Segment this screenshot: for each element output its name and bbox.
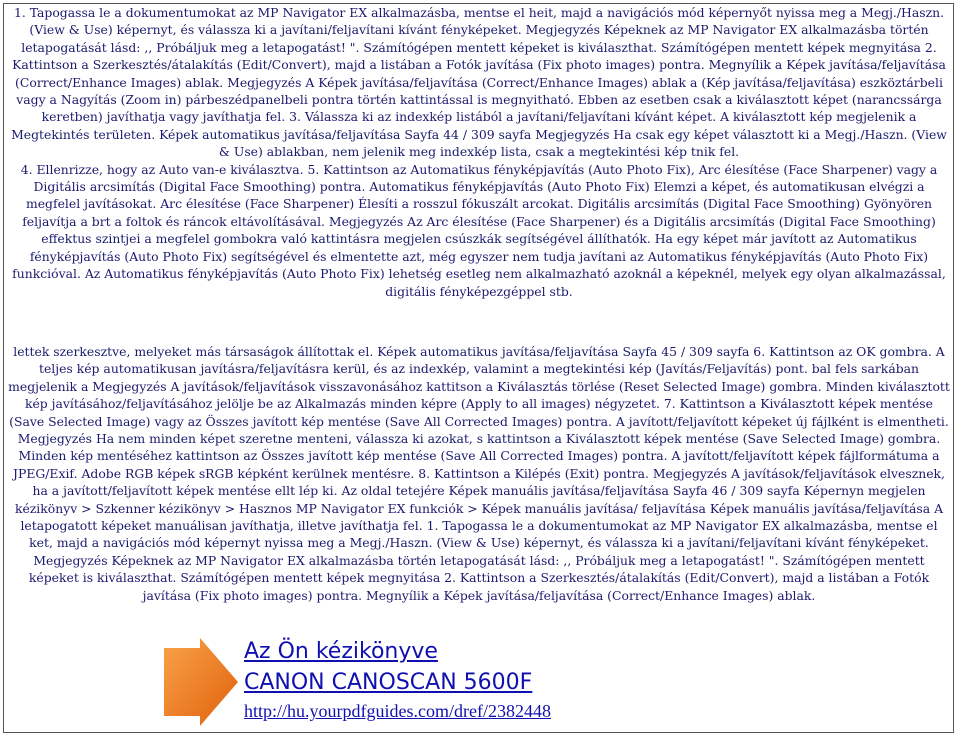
paragraph: 4. Ellenrizze, hogy az Auto van-e kiválasztva. 5. Kattintson az Automatikus fényképjavítás (Auto Photo Fix), Arc élesítése (Face Sharpener) vagy a Digitális arcsimítás (Digital Face Smoothing) pontra. Automatikus fényképjavítás (Auto Photo Fix) Elemzi a képet, és automatikusan elvégzi a megfelel javításokat. Arc élesítése (Face Sharpener) Élesíti a rosszul fókuszált arcokat. Digitális arcsimítás (Digital Face Smoothing) Gyönyören feljavítja a brt a foltok és ráncok eltávolításával. Megjegyzés Az Arc élesítése (Face Sharpener) és a Digitális arcsimítás (Digital Face Smoothing) effektus szintjei a megfelel gombokra való kattintásra megjelen csúszkák segítségével állíthatók. Ha egy képet már javított az Automatikus fényképjavítás (Auto Photo Fix) segítségével és elmentette azt, még egyszer nem tudja javítani az Automatikus fényképjavítás (Auto Photo Fix) funkcióval. Az Automatikus fényképjavítás (Auto Photo Fix) lehetség esetleg nem alkalmazható azoknál a képeknél, melyek egy olyan alkalmazással, digitális fényképezgéppel stb. [12,161,946,299]
paragraph: lettek szerkesztve, melyeket más társaságok állítottak el. Képek automatikus javítása/feljavítása Sayfa 45 / 309 sayfa 6. Kattintson az OK gombra. A teljes kép automatikusan javításra/feljavításra kerül, és az indexkép, valamint a megtekintési kép (Javítás/Feljavítás) pont. bal fels sarkában megjelenik a Megjegyzés A javítások/feljavítások visszavonásához kattitson a Kiválasztás törlése (Reset Selected Image) gombra. Minden kiválasztott kép javításához/feljavításához jelölje be az Alkalmazás minden képre (Apply to all images) négyzetet. 7. Kattintson a Kiválasztott képek mentése (Save Selected Image) vagy az Összes javított kép mentése (Save All Corrected Images) pontra. A javított/feljavított képeket új fájlként is elmentheti. Megjegyzés Ha nem minden képet szeretne menteni, válassza ki azokat, s kattintson a Kiválasztott képek mentése (Save Selected Image) gombra. Minden kép mentéséhez kattintson az Összes javított kép mentése (Save All Corrected Images) pontra. A javított/feljavított képek fájlformátuma a JPEG/Exif. Adobe RGB képek sRGB képként kerülnek mentésre. 8. Kattintson a Kilépés (Exit) pontra. Megjegyzés A javítások/feljavítások elvesznek, ha a javított/feljavított képek mentése ellt lép ki. Az oldal tetejére Képek manuális javítása/feljavítása Sayfa 46 / 309 sayfa Képernyn megjelen kézikönyv > Szkenner kézikönyv > Hasznos MP Navigator EX funkciók > Képek manuális javítása/ feljavítása Képek manuális javítása/feljavítása A letapogatott képeket manuálisan javíthatja, illetve javíthatja fel. 1. Tapogassa le a dokumentumokat az MP Navigator EX alkalmazásba, mentse el ket, majd a navigációs mód képernyt nyissa meg a Megj./Haszn. (View & Use) képernyt, és válassza ki a javítani/feljavítani kívánt fényképeket. Megjegyzés Képeknek az MP Navigator EX alkalmazásba történ letapogatását lásd: ,, Próbáljuk meg a letapogatást! ". Számítógépen mentett képeket is kiválaszthat. Számítógépen mentett képek megnyitása 2. Kattintson a Szerkesztés/átalakítás (Edit/Convert), majd a listában a Fotók javítása (Fix photo images) pontra. Megnyílik a Képek javítása/feljavítása (Correct/Enhance Images) ablak. [8,344,950,603]
text-block-top [8,4,950,300]
text-block-bottom [8,343,950,604]
arrow-right-icon [160,638,240,726]
manual-title-link[interactable]: Az Ön kézikönyve [244,639,438,664]
footer-links [244,636,551,724]
product-link[interactable]: CANON CANOSCAN 5600F [244,670,533,695]
paragraph: 1. Tapogassa le a dokumentumokat az MP Navigator EX alkalmazásba, mentse el heit, majd a navigációs mód képernyőt nyissa meg a Megj./Haszn. (View & Use) képernyt, és válassza ki a javítani/feljavítani kívánt fényképeket. Megjegyzés Képeknek az MP Navigator EX alkalmazásba történ letapogatását lásd: ,, Próbáljuk meg a letapogatást! ". Számítógépen mentett képeket is kiválaszthat. Számítógépen mentett képek megnyitása 2. Kattintson a Szerkesztés/átalakítás (Edit/Convert), majd a listában a Fotók javítása (Fix photo images) pontra. Megnyílik a Képek javítása/feljavítása (Correct/Enhance Images) ablak. Megjegyzés A Képek javítása/feljavítása (Correct/Enhance Images) ablak a (Kép javítása/feljavítása) eszköztárbeli vagy a Nagyítás (Zoom in) párbeszédpanelbeli pontra történ kattintással is megnyitható. Ebben az esetben csak a kiválasztott képet (narancssárga keretben) javíthatja vagy javíthatja fel. 3. Válassza ki az indexkép listából a javítani/feljavítani kívánt képet. A kiválasztott kép megjelenik a Megtekintés területen. Képek automatikus javítása/feljavítása Sayfa 44 / 309 sayfa Megjegyzés Ha csak egy képet választott ki a Megj./Haszn. (View & Use) ablakban, nem jelenik meg indexkép lista, csak a megtekintési kép tnik fel. [11,5,947,160]
url-link[interactable]: http://hu.yourpdfguides.com/dref/2382448 [244,701,551,721]
footer [160,636,920,728]
